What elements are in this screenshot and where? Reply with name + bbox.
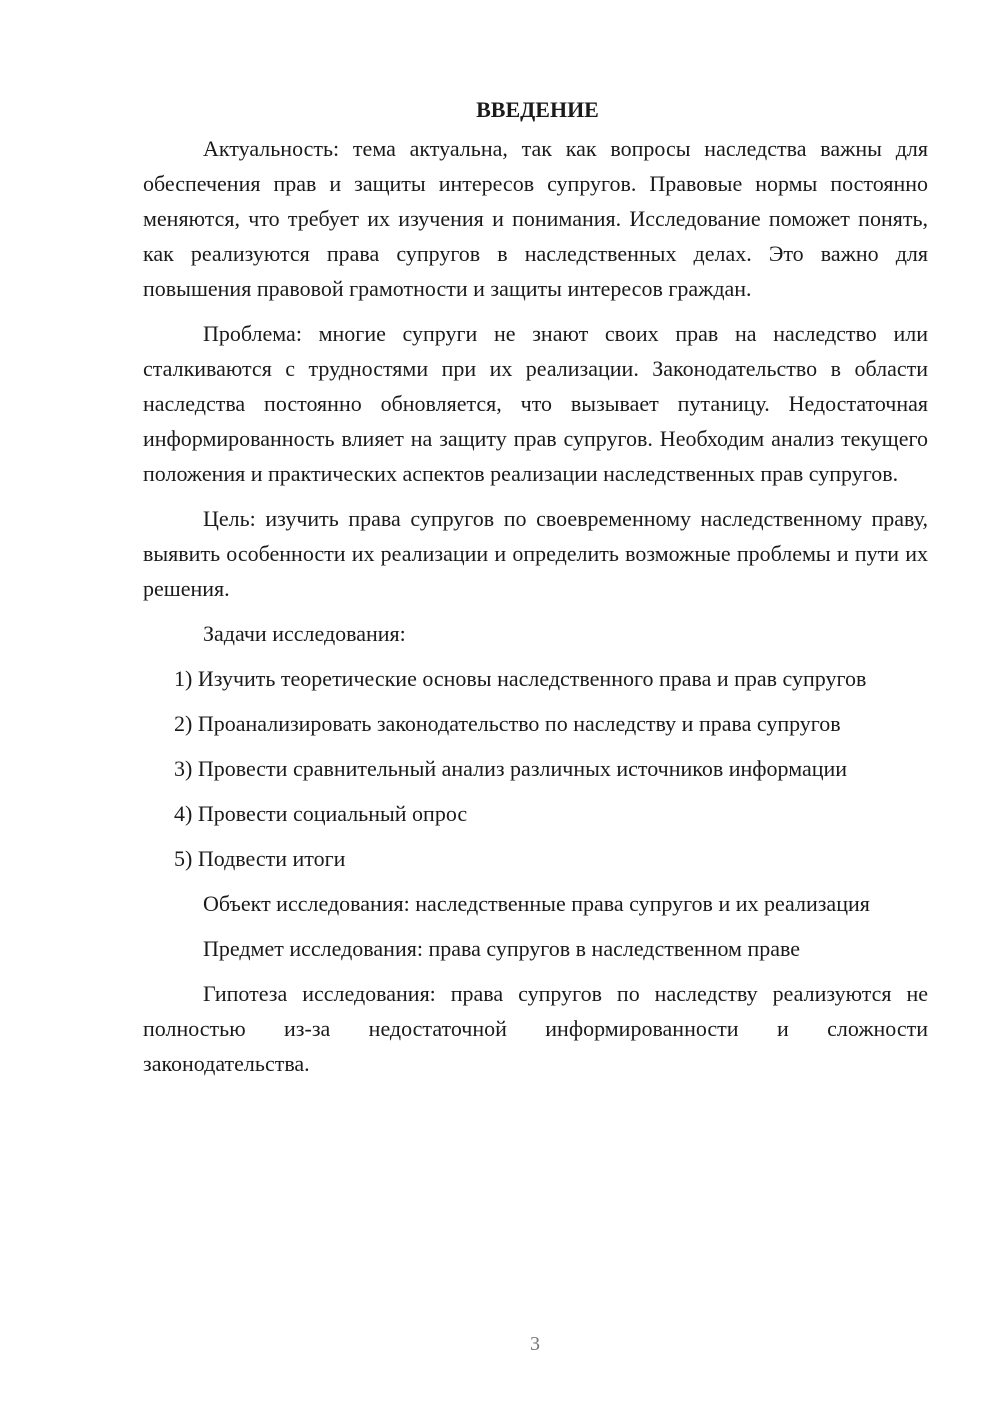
section-heading: ВВЕДЕНИЕ: [476, 97, 599, 122]
task-item-2: 2) Проанализировать законодательство по наследству и права супругов: [174, 711, 841, 736]
relevance-paragraph: Актуальность: тема актуальна, так как вопросы наследства важны для обеспечения прав и защиты интересов супругов. Правовые нормы постоянно меняются, что требует их изучения и понимания. Исследование поможет понять, как реализуются права супругов в наследственных делах. Это важно для повышения правовой грамотности и защиты интересов граждан.: [143, 136, 928, 301]
task-item-4: 4) Провести социальный опрос: [174, 801, 468, 826]
goal-paragraph: Цель: изучить права супругов по своевременному наследственному праву, выявить особенности их реализации и определить возможные проблемы и пути их решения.: [143, 506, 928, 601]
task-item-5: 5) Подвести итоги: [174, 846, 346, 871]
object-paragraph: Объект исследования: наследственные права супругов и их реализация: [203, 891, 870, 916]
task-item-1: 1) Изучить теоретические основы наследственного права и прав супругов: [174, 666, 867, 691]
page-content: [143, 92, 928, 1091]
page-number: 3: [530, 1333, 540, 1355]
subject-paragraph: Предмет исследования: права супругов в наследственном праве: [203, 936, 801, 961]
task-item-3: 3) Провести сравнительный анализ различных источников информации: [174, 756, 848, 781]
tasks-title: Задачи исследования:: [203, 621, 406, 646]
problem-paragraph: Проблема: многие супруги не знают своих прав на наследство или сталкиваются с трудностями при их реализации. Законодательство в области наследства постоянно обновляется, что вызывает путаницу. Недостаточная информированность влияет на защиту прав супругов. Необходим анализ текущего положения и практических аспектов реализации наследственных прав супругов.: [143, 321, 928, 486]
hypothesis-paragraph: Гипотеза исследования: права супругов по наследству реализуются не полностью из-за недостаточной информированности и сложности законодательства.: [143, 981, 928, 1076]
